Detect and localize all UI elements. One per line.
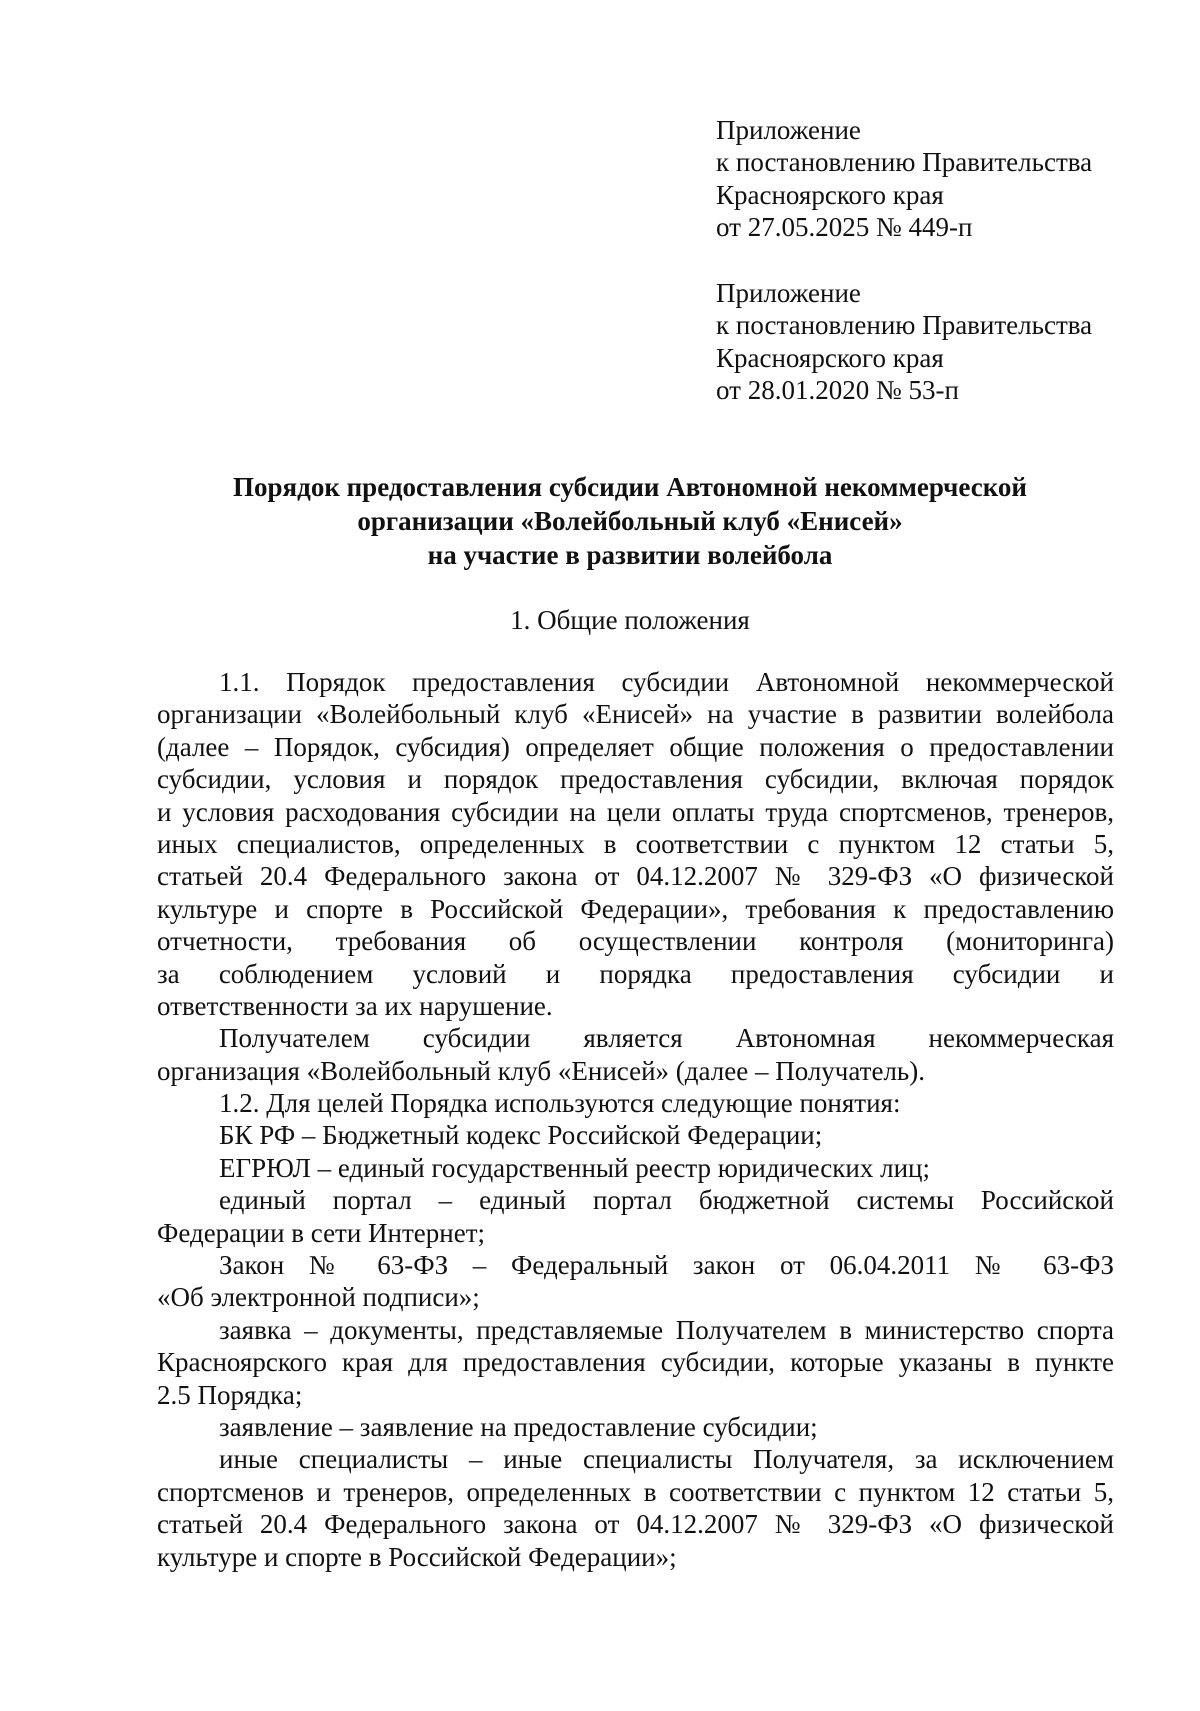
appendix-block-current — [716, 114, 1176, 244]
definition-line: Закон № 63-ФЗ – Федеральный закон от 06.04.2011 № 63-ФЗ — [219, 1250, 1114, 1281]
paragraph-line: 1.1. Порядок предоставления субсидии Автономной некоммерческой — [219, 667, 1114, 697]
paragraph-line: за соблюдением условий и порядка предоставления субсидии и — [157, 958, 1114, 989]
definition-line: единый портал – единый портал бюджетной системы Российской — [219, 1185, 1114, 1216]
paragraph-line: Получателем субсидии является Автономная некоммерческая — [219, 1023, 1114, 1054]
definition-line: Федерации в сети Интернет; — [157, 1217, 486, 1248]
body-text — [157, 666, 1114, 1573]
definition-line: иные специалисты – иные специалисты Получателя, за исключением — [219, 1444, 1114, 1475]
definition-line: заявление – заявление на предоставление субсидии; — [219, 1411, 818, 1442]
definition-line: культуре и спорте в Российской Федерации»; — [157, 1541, 677, 1572]
definition-line: статьей 20.4 Федерального закона от 04.12.2007 № 329-ФЗ «О физической — [157, 1509, 1114, 1540]
appendix-line: Приложение — [716, 115, 861, 145]
appendix-line: к постановлению Правительства — [716, 310, 1093, 341]
appendix-date-number: от 28.01.2020 № 53-п — [716, 375, 959, 406]
appendix-date-number: от 27.05.2025 № 449-п — [716, 212, 973, 243]
appendix-line: Приложение — [716, 278, 861, 308]
paragraph-line: ответственности за их нарушение. — [157, 990, 553, 1021]
paragraph-line: культуре и спорте в Российской Федерации», требования к предоставлению — [157, 893, 1114, 924]
paragraph-line: статьей 20.4 Федерального закона от 04.12.2007 № 329-ФЗ «О физической — [157, 861, 1114, 892]
title-line: Порядок предоставления субсидии Автономной некоммерческой — [233, 472, 1027, 502]
definition-line: «Об электронной подписи»; — [157, 1282, 480, 1313]
definition-line: 2.5 Порядка; — [157, 1379, 303, 1410]
title-line: организации «Волейбольный клуб «Енисей» — [357, 506, 903, 536]
section-heading: 1. Общие положения — [510, 605, 750, 635]
title-line: на участие в развитии волейбола — [427, 540, 833, 570]
paragraph-line: субсидии, условия и порядок предоставления субсидии, включая порядок — [157, 764, 1114, 795]
appendix-line: к постановлению Правительства — [716, 147, 1093, 178]
paragraph-line: (далее – Порядок, субсидия) определяет общие положения о предоставлении — [157, 731, 1114, 762]
definition-line: ЕГРЮЛ – единый государственный реестр юридических лиц; — [219, 1152, 930, 1183]
definition-line: Красноярского края для предоставления субсидии, которые указаны в пункте — [157, 1347, 1114, 1378]
paragraph-line: иных специалистов, определенных в соответствии с пунктом 12 статьи 5, — [157, 828, 1114, 859]
paragraph-line: организации «Волейбольный клуб «Енисей» на участие в развитии волейбола — [157, 699, 1114, 730]
appendix-line: Красноярского края — [716, 179, 944, 210]
definition-line: БК РФ – Бюджетный кодекс Российской Федерации; — [219, 1120, 823, 1151]
paragraph-line: 1.2. Для целей Порядка используются следующие понятия: — [219, 1088, 901, 1119]
paragraph-line: организация «Волейбольный клуб «Енисей» (далее – Получатель). — [157, 1055, 925, 1086]
appendix-line: Красноярского края — [716, 342, 944, 373]
appendix-block-original — [716, 277, 1176, 407]
definition-line: заявка – документы, представляемые Получателем в министерство спорта — [219, 1314, 1114, 1345]
paragraph-line: и условия расходования субсидии на цели оплаты труда спортсменов, тренеров, — [157, 796, 1114, 827]
paragraph-line: отчетности, требования об осуществлении контроля (мониторинга) — [157, 926, 1114, 957]
document-title — [150, 470, 1110, 572]
definition-line: спортсменов и тренеров, определенных в соответствии с пунктом 12 статьи 5, — [157, 1476, 1114, 1507]
